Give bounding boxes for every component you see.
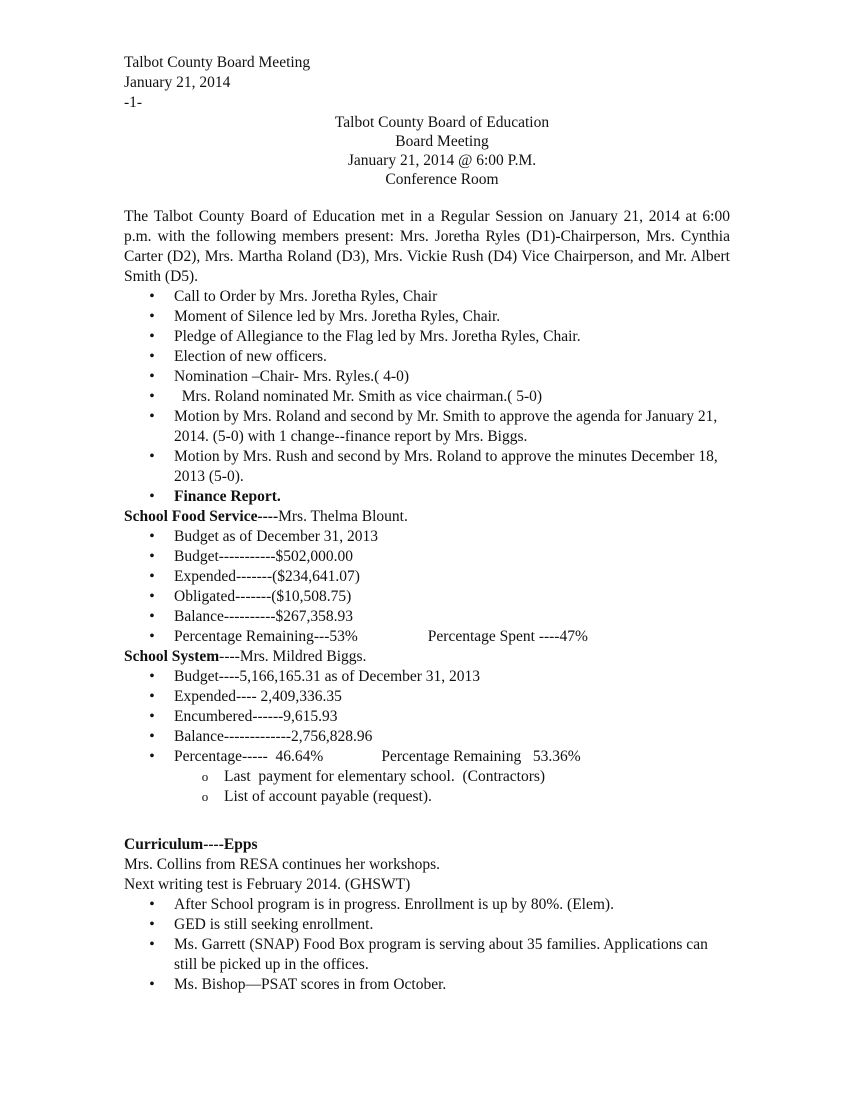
list-item bbox=[124, 747, 730, 767]
bullet-icon: • bbox=[149, 568, 155, 585]
title-date-time: January 21, 2014 @ 6:00 P.M. bbox=[347, 152, 537, 169]
list-item: • Expended---- 2,409,336.35 bbox=[124, 687, 730, 707]
agenda-list bbox=[124, 287, 730, 507]
list-item: • Budget as of December 31, 2013 bbox=[124, 527, 730, 547]
bullet-icon: • bbox=[149, 528, 155, 545]
bullet-icon: • bbox=[149, 588, 155, 605]
bullet-icon: • bbox=[149, 408, 155, 425]
food-service-list bbox=[124, 527, 730, 647]
bullet-icon: • bbox=[149, 288, 155, 305]
list-item bbox=[124, 487, 730, 507]
title-location: Conference Room bbox=[385, 171, 499, 188]
bullet-icon: • bbox=[149, 896, 155, 913]
list-item: • Moment of Silence led by Mrs. Joretha Ryles, Chair. bbox=[124, 307, 730, 327]
finance-report-label: Finance Report. bbox=[174, 488, 281, 505]
list-item: • Balance----------$267,358.93 bbox=[124, 607, 730, 627]
curriculum-heading: Curriculum----Epps bbox=[124, 836, 258, 853]
circle-bullet-icon: o bbox=[201, 789, 209, 804]
bullet-icon: • bbox=[149, 548, 155, 565]
list-item: • GED is still seeking enrollment. bbox=[124, 915, 730, 935]
list-item: • Pledge of Allegiance to the Flag led by Mrs. Joretha Ryles, Chair. bbox=[124, 327, 730, 347]
school-system-list bbox=[124, 667, 730, 767]
system-pct-remaining: Percentage Remaining 53.36% bbox=[381, 748, 581, 765]
list-item: • Encumbered------9,615.93 bbox=[124, 707, 730, 727]
curriculum-section bbox=[124, 835, 730, 995]
list-item: • Mrs. Roland nominated Mr. Smith as vice chairman.( 5-0) bbox=[124, 387, 730, 407]
list-item: • Balance-------------2,756,828.96 bbox=[124, 727, 730, 747]
list-item: • Election of new officers. bbox=[124, 347, 730, 367]
list-item: • Motion by Mrs. Roland and second by Mr. Smith to approve the agenda for January 21, 2014. (5-0) with 1 change--finance report by Mrs. Biggs. bbox=[124, 407, 730, 447]
list-item: • Ms. Bishop—PSAT scores in from October. bbox=[124, 975, 730, 995]
bullet-icon: • bbox=[149, 308, 155, 325]
bullet-icon: • bbox=[149, 708, 155, 725]
list-item bbox=[124, 627, 730, 647]
list-item: o List of account payable (request). bbox=[201, 788, 432, 805]
bullet-icon: • bbox=[149, 348, 155, 365]
intro-paragraph: The Talbot County Board of Education met in a Regular Session on January 21, 2014 at 6:00 p.m. with the following members present: Mrs. Joretha Ryles (D1)-Chairperson, Mrs. Cynthia Carter (D2), Mrs. Martha Roland (D3), Mrs. Vickie Rush (D4) Vice Chairperson, and Mr. Albert Smith (D5). bbox=[124, 208, 730, 285]
bullet-icon: • bbox=[149, 688, 155, 705]
document-page bbox=[124, 53, 730, 995]
school-system-heading: School System----Mrs. Mildred Biggs. bbox=[124, 648, 367, 665]
bullet-icon: • bbox=[149, 448, 155, 465]
list-item: • Ms. Garrett (SNAP) Food Box program is serving about 35 families. Applications can still be picked up in the offices. bbox=[124, 935, 730, 975]
list-item: • Call to Order by Mrs. Joretha Ryles, Chair bbox=[124, 287, 730, 307]
page-number: -1- bbox=[124, 94, 143, 111]
curriculum-list bbox=[124, 895, 730, 995]
list-item: • Nomination –Chair- Mrs. Ryles.( 4-0) bbox=[124, 367, 730, 387]
bullet-icon: • bbox=[149, 936, 155, 953]
list-item: • Budget----5,166,165.31 as of December 31, 2013 bbox=[124, 667, 730, 687]
meeting-title-block bbox=[154, 113, 730, 189]
bullet-icon: • bbox=[149, 976, 155, 993]
list-item: • Expended-------($234,641.07) bbox=[124, 567, 730, 587]
list-item: • After School program is in progress. Enrollment is up by 80%. (Elem). bbox=[124, 895, 730, 915]
circle-bullet-icon: o bbox=[201, 769, 209, 784]
title-meeting-type: Board Meeting bbox=[395, 133, 489, 150]
list-item: • Motion by Mrs. Rush and second by Mrs. Roland to approve the minutes December 18, 2013 (5-0). bbox=[124, 447, 730, 487]
bullet-icon: • bbox=[149, 668, 155, 685]
school-system-sublist bbox=[124, 767, 730, 807]
food-pct-spent: Percentage Spent ----47% bbox=[427, 628, 588, 645]
bullet-icon: • bbox=[149, 628, 155, 645]
title-organization: Talbot County Board of Education bbox=[334, 114, 550, 131]
running-header-date: January 21, 2014 bbox=[124, 74, 231, 91]
curriculum-line-2: Next writing test is February 2014. (GHSWT) bbox=[124, 876, 411, 893]
bullet-icon: • bbox=[149, 916, 155, 933]
food-pct-remaining: Percentage Remaining---53% bbox=[174, 628, 358, 645]
bullet-icon: • bbox=[149, 728, 155, 745]
system-pct: Percentage----- 46.64% bbox=[174, 748, 324, 765]
bullet-icon: • bbox=[149, 328, 155, 345]
bullet-icon: • bbox=[149, 388, 155, 405]
list-item: • Obligated-------($10,508.75) bbox=[124, 587, 730, 607]
food-service-heading: School Food Service----Mrs. Thelma Blount. bbox=[124, 508, 408, 525]
bullet-icon: • bbox=[149, 608, 155, 625]
bullet-icon: • bbox=[149, 748, 155, 765]
curriculum-line-1: Mrs. Collins from RESA continues her workshops. bbox=[124, 856, 441, 873]
running-header-title: Talbot County Board Meeting bbox=[124, 54, 311, 71]
bullet-icon: • bbox=[149, 368, 155, 385]
list-item: • Budget-----------$502,000.00 bbox=[124, 547, 730, 567]
list-item: o Last payment for elementary school. (Contractors) bbox=[201, 768, 546, 785]
bullet-icon: • bbox=[149, 488, 155, 505]
